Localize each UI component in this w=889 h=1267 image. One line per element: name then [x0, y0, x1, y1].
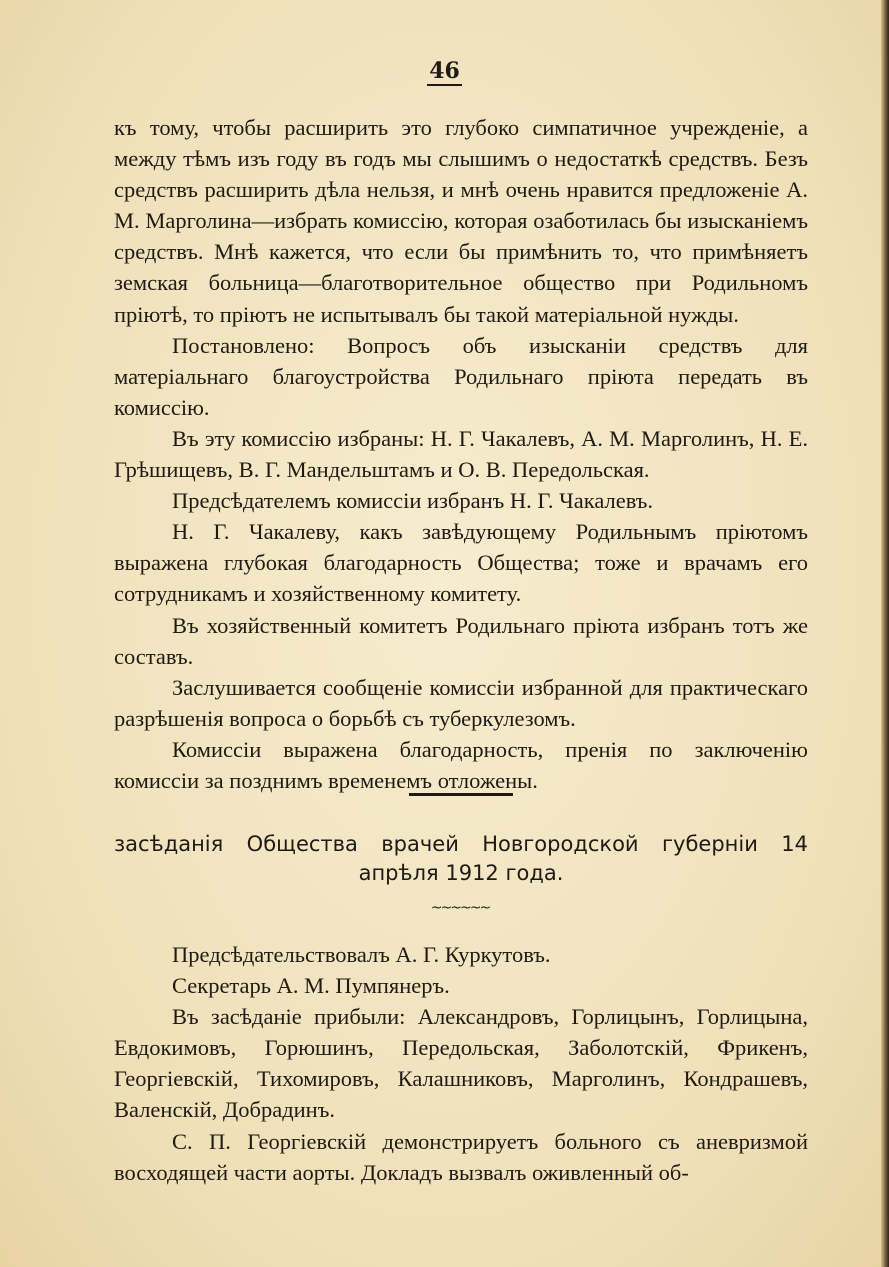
- page-edge-shadow: [881, 0, 889, 1267]
- section-heading: засѣданія Общества врачей Новгородской губерніи 14 апрѣля 1912 года.: [114, 832, 808, 885]
- paragraph: Комиссіи выражена благодарность, пренія по заключенію комиссіи за позднимъ временемъ отложены.: [114, 736, 808, 793]
- meeting-minutes-continuation: [114, 112, 808, 796]
- meeting-minutes-new-session: [114, 939, 808, 1188]
- section-divider: [409, 793, 513, 796]
- paragraph: Предсѣдательствовалъ А. Г. Куркутовъ.: [172, 942, 551, 967]
- paragraph: Въ засѣданіе прибыли: Александровъ, Горлицынъ, Горлицына, Евдокимовъ, Горюшинъ, Передольская, Заболотскій, Фрикенъ, Георгіевскій, Тихомировъ, Калашниковъ, Марголинъ, Кондрашевъ, Валенскій, Добрадинъ.: [114, 1004, 808, 1123]
- paragraph: Постановлено: Вопросъ объ изысканіи средствъ для матеріальнаго благоустройства Родильнаго пріюта передать въ комиссію.: [114, 332, 808, 420]
- paragraph: Предсѣдателемъ комиссіи избранъ Н. Г. Чакалевъ.: [172, 488, 654, 514]
- page-number: 46: [429, 58, 460, 84]
- paragraph: Въ хозяйственный комитетъ Родильнаго пріюта избранъ тотъ же составъ.: [114, 612, 808, 669]
- paragraph: къ тому, чтобы расширить это глубоко симпатичное учрежденіе, а между тѣмъ изъ году въ годъ мы слышимъ о недостаткѣ средствъ. Безъ средствъ расширить дѣла нельзя, и мнѣ очень нравится предложеніе А. М. Марголина—избрать комиссію, которая озаботилась бы изысканіемъ средствъ. Мнѣ кажется, что если бы примѣнить то, что примѣняетъ земская больница—благотворительное общество при Родильномъ пріютѣ, то пріютъ не испытывалъ бы такой матеріальной нужды.: [114, 115, 808, 327]
- ornament-wave: ~~~~~~: [430, 900, 490, 916]
- paragraph: С. П. Георгіевскій демонстрируетъ больного съ аневризмой восходящей части аорты. Докладъ вызвалъ оживленный об-: [114, 1128, 808, 1185]
- paragraph: Секретарь А. М. Пумпянеръ.: [172, 973, 450, 999]
- paragraph: Въ эту комиссію избраны: Н. Г. Чакалевъ, А. М. Марголинъ, Н. Е. Грѣшищевъ, В. Г. Мандельштамъ и О. В. Передольская.: [114, 425, 808, 483]
- paragraph: Заслушивается сообщеніе комиссіи избранной для практическаго разрѣшенія вопроса о борьбѣ съ туберкулезомъ.: [114, 674, 808, 731]
- paragraph: Н. Г. Чакалеву, какъ завѣдующему Родильнымъ пріютомъ выражена глубокая благодарность Общества; тоже и врачамъ его сотрудникамъ и хозяйственному комитету.: [114, 519, 808, 607]
